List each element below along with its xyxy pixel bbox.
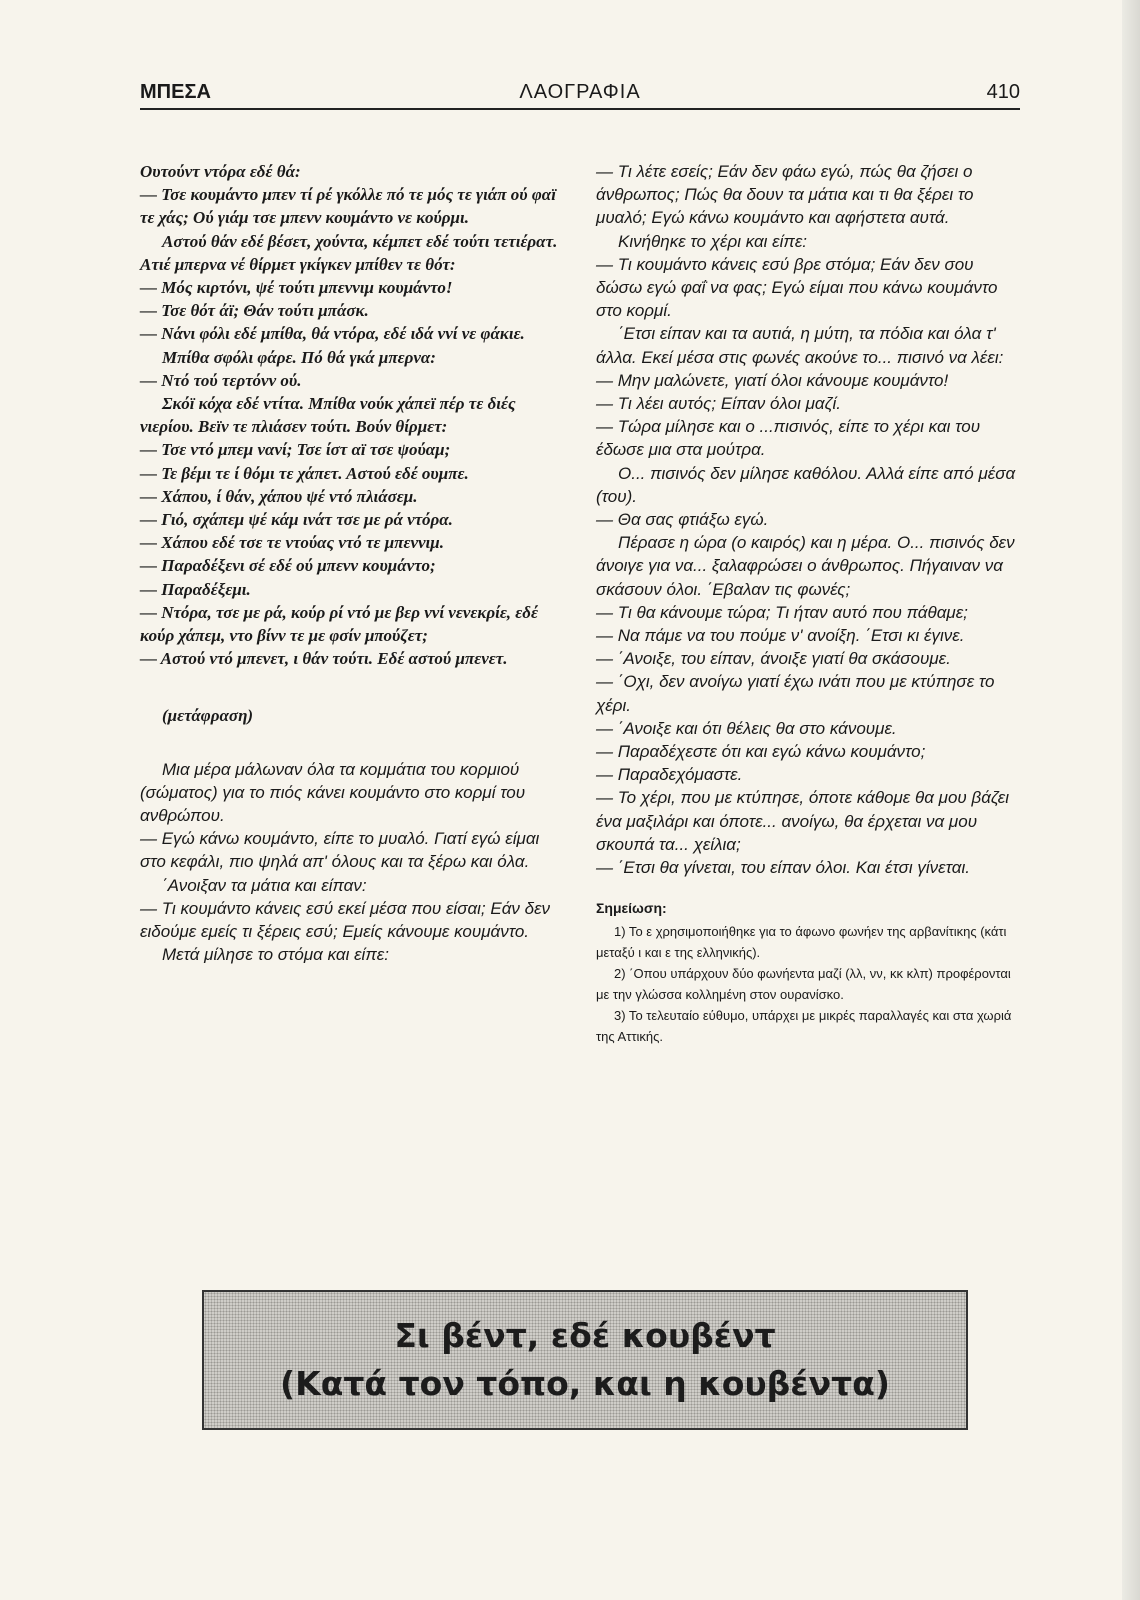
paragraph: — Χάπου, ί θάν, χάπου ψέ ντό πλιάσεμ. — [140, 486, 418, 506]
translation-text — [140, 758, 560, 967]
note-item: 1) Το ε χρησιμοποιήθηκε για το άφωνο φωνήεν της αρβανίτικης (κάτι μεταξύ ι και ε της ελληνικής). — [596, 923, 1007, 960]
paragraph: Κινήθηκε το χέρι και είπε: — [618, 231, 808, 251]
proverb-line-1: Σι βέντ, εδέ κουβέντ — [394, 1316, 776, 1355]
note-title: Σημείωση: — [596, 900, 667, 917]
paragraph: — Μός κιρτόνι, ψέ τούτι μπεννιμ κουμάντο! — [140, 278, 453, 298]
paragraph: — Ντόρα, τσε με ρά, κούρ ρί ντό με βερ ννί νενεκρίε, εδέ κούρ χάπεμ, ντο βίνν τε με φσίν μπούζετ; — [140, 602, 538, 646]
paragraph: — ΄Ανοιξε και ότι θέλεις θα στο κάνουμε. — [596, 718, 897, 738]
paragraph: — Τσε ντό μπεμ νανί; Τσε ίστ αϊ τσε ψούαμ; — [140, 440, 451, 460]
paragraph: ΄Ανοιξαν τα μάτια και είπαν: — [162, 875, 367, 895]
paragraph: — ΄Οχι, δεν ανοίγω γιατί έχω ινάτι που με κτύπησε το χέρι. — [596, 672, 995, 715]
page-number: 410 — [986, 81, 1020, 103]
paragraph: — Τι θα κάνουμε τώρα; Τι ήταν αυτό που πάθαμε; — [596, 602, 968, 622]
paragraph: — Τσε κουμάντο μπεν τί ρέ γκόλλε πό τε μός τε γιάπ ού φαϊ τε χάς; Ού γιάμ τσε μπενν κουμάντο νε κούρμι. — [140, 185, 556, 228]
paragraph: — Παραδέξεμι. — [140, 579, 251, 599]
paragraph: — Να πάμε να του πούμε ν' ανοίξη. ΄Ετσι κι έγινε. — [596, 626, 965, 646]
paragraph: — Παραδεχόμαστε. — [596, 765, 743, 785]
paragraph: — Χάπου εδέ τσε τε ντούας ντό τε μπεννιμ. — [140, 533, 444, 553]
paragraph: Αστού θάν εδέ βέσετ, χούντα, κέμπετ εδέ τούτι τετιέρατ. Ατιέ μπερνα νέ θίρμετ γκίγκεν μπίθεν τε θότ: — [140, 231, 558, 274]
proverb-line-2: (Κατά τον τόπο, και η κουβέντα) — [280, 1364, 890, 1403]
paragraph: Ο... πισινός δεν μίλησε καθόλου. Αλλά είπε από μέσα (του). — [596, 463, 1016, 506]
paragraph: — Θα σας φτιάξω εγώ. — [596, 510, 769, 530]
paragraph: — Νάνι φόλι εδέ μπίθα, θά ντόρα, εδέ ιδά ννί νε φάκιε. — [140, 324, 525, 344]
paragraph: ΄Ετσι είπαν και τα αυτιά, η μύτη, τα πόδια και όλα τ' άλλα. Εκεί μέσα στις φωνές ακούνε το... πισινό να λέει: — [596, 324, 1004, 367]
arvanitika-text — [140, 160, 560, 670]
header-author: ΜΠΕΣΑ — [140, 81, 211, 103]
paragraph: — Τσε θότ άϊ; Θάν τούτι μπάσκ. — [140, 301, 369, 321]
notes — [596, 921, 1024, 1047]
paragraph: Πέρασε η ώρα (ο καιρός) και η μέρα. Ο... πισινός δεν άνοιγε για να... ξαλαφρώσει ο άνθρωπος. Πήγαιναν να σκάσουν όλοι. ΄Εβαλαν τις φωνές; — [596, 533, 1015, 599]
proverb-banner — [202, 1290, 968, 1430]
paragraph: — Το χέρι, που με κτύπησε, όποτε κάθομε θα μου βάζει ένα μαξιλάρι και όποτε... ανοίγω, θα έρχεται να μου σκουπά τα... χείλια; — [596, 788, 1009, 854]
paragraph: Ουτούντ ντόρα εδέ θά: — [140, 162, 301, 181]
translation-text-continued — [596, 160, 1024, 879]
section-title: ΛΑΟΓΡΑΦΙΑ — [519, 81, 641, 103]
page-edge — [1122, 0, 1140, 1600]
paragraph: Σκόϊ κόχα εδέ ντίτα. Μπίθα νούκ χάπεϊ πέρ τε διές νιερίου. Βεϊν τε πλιάσεν τούτι. Βούν θίρμετ: — [140, 394, 516, 437]
paragraph: — ΄Ανοιξε, του είπαν, άνοιξε γιατί θα σκάσουμε. — [596, 649, 951, 669]
right-column — [596, 160, 1024, 1047]
paragraph: — Τι κουμάντο κάνεις εσύ εκεί μέσα που είσαι; Εάν δεν ειδούμε εμείς τι ξέρεις εσύ; Εμείς κάνουμε κουμάντο. — [140, 898, 551, 942]
paragraph: — Τι λέει αυτός; Είπαν όλοι μαζί. — [596, 394, 841, 414]
paragraph: — Τι λέτε εσείς; Εάν δεν φάω εγώ, πώς θα ζήσει ο άνθρωπος; Πώς θα δουν τα μάτια και τι θα ξέρει το μυαλό; Εγώ κάνω κουμάντο και αφήστετα αυτά. — [596, 162, 974, 228]
paragraph: Μια μέρα μάλωναν όλα τα κομμάτια του κορμιού (σώματος) για το πιός κάνει κουμάντο στο κορμί του ανθρώπου. — [140, 759, 526, 826]
note-item: 2) ΄Οπου υπάρχουν δύο φωνήεντα μαζί (λλ, νν, κκ κλπ) προφέρονται με την γλώσσα κολλημένη στον ουρανίσκο. — [596, 965, 1011, 1002]
paragraph: Μπίθα σφόλι φάρε. Πό θά γκά μπερνα: — [162, 347, 436, 367]
paragraph: — Παραδέξενι σέ εδέ ού μπενν κουμάντο; — [140, 556, 436, 576]
note-item: 3) Το τελευταίο εύθυμο, υπάρχει με μικρές παραλλαγές και στα χωριά της Αττικής. — [596, 1007, 1012, 1044]
paragraph: — Εγώ κάνω κουμάντο, είπε το μυαλό. Γιατί εγώ είμαι στο κεφάλι, πιο ψηλά απ' όλους και τα ξέρω και όλα. — [140, 829, 540, 872]
paragraph: — Τώρα μίλησε και ο ...πισινός, είπε το χέρι και του έδωσε μια στα μούτρα. — [596, 417, 981, 460]
paragraph: — Αστού ντό μπενετ, ι θάν τούτι. Εδέ αστού μπενετ. — [140, 649, 508, 669]
left-column — [140, 160, 560, 967]
paragraph: — ΄Ετσι θα γίνεται, του είπαν όλοι. Και έτσι γίνεται. — [596, 858, 970, 878]
paragraph: — Γιό, σχάπεμ ψέ κάμ ινάτ τσε με ρά ντόρα. — [140, 510, 453, 530]
translation-heading: (μετάφραση) — [162, 706, 254, 726]
paragraph: — Τε βέμι τε ί θόμι τε χάπετ. Αστού εδέ ουμπε. — [140, 463, 469, 483]
paragraph: Μετά μίλησε το στόμα και είπε: — [162, 945, 389, 965]
paragraph: — Τι κουμάντο κάνεις εσύ βρε στόμα; Εάν δεν σου δώσω εγώ φαΐ να φας; Εγώ είμαι που κάνω κουμάντο στο κορμί. — [596, 254, 998, 321]
paragraph: — Ντό τού τερτόνν ού. — [140, 370, 302, 390]
running-header — [140, 78, 1020, 110]
paragraph: — Μην μαλώνετε, γιατί όλοι κάνουμε κουμάντο! — [596, 370, 949, 390]
paragraph: — Παραδέχεστε ότι και εγώ κάνω κουμάντο; — [596, 742, 926, 762]
